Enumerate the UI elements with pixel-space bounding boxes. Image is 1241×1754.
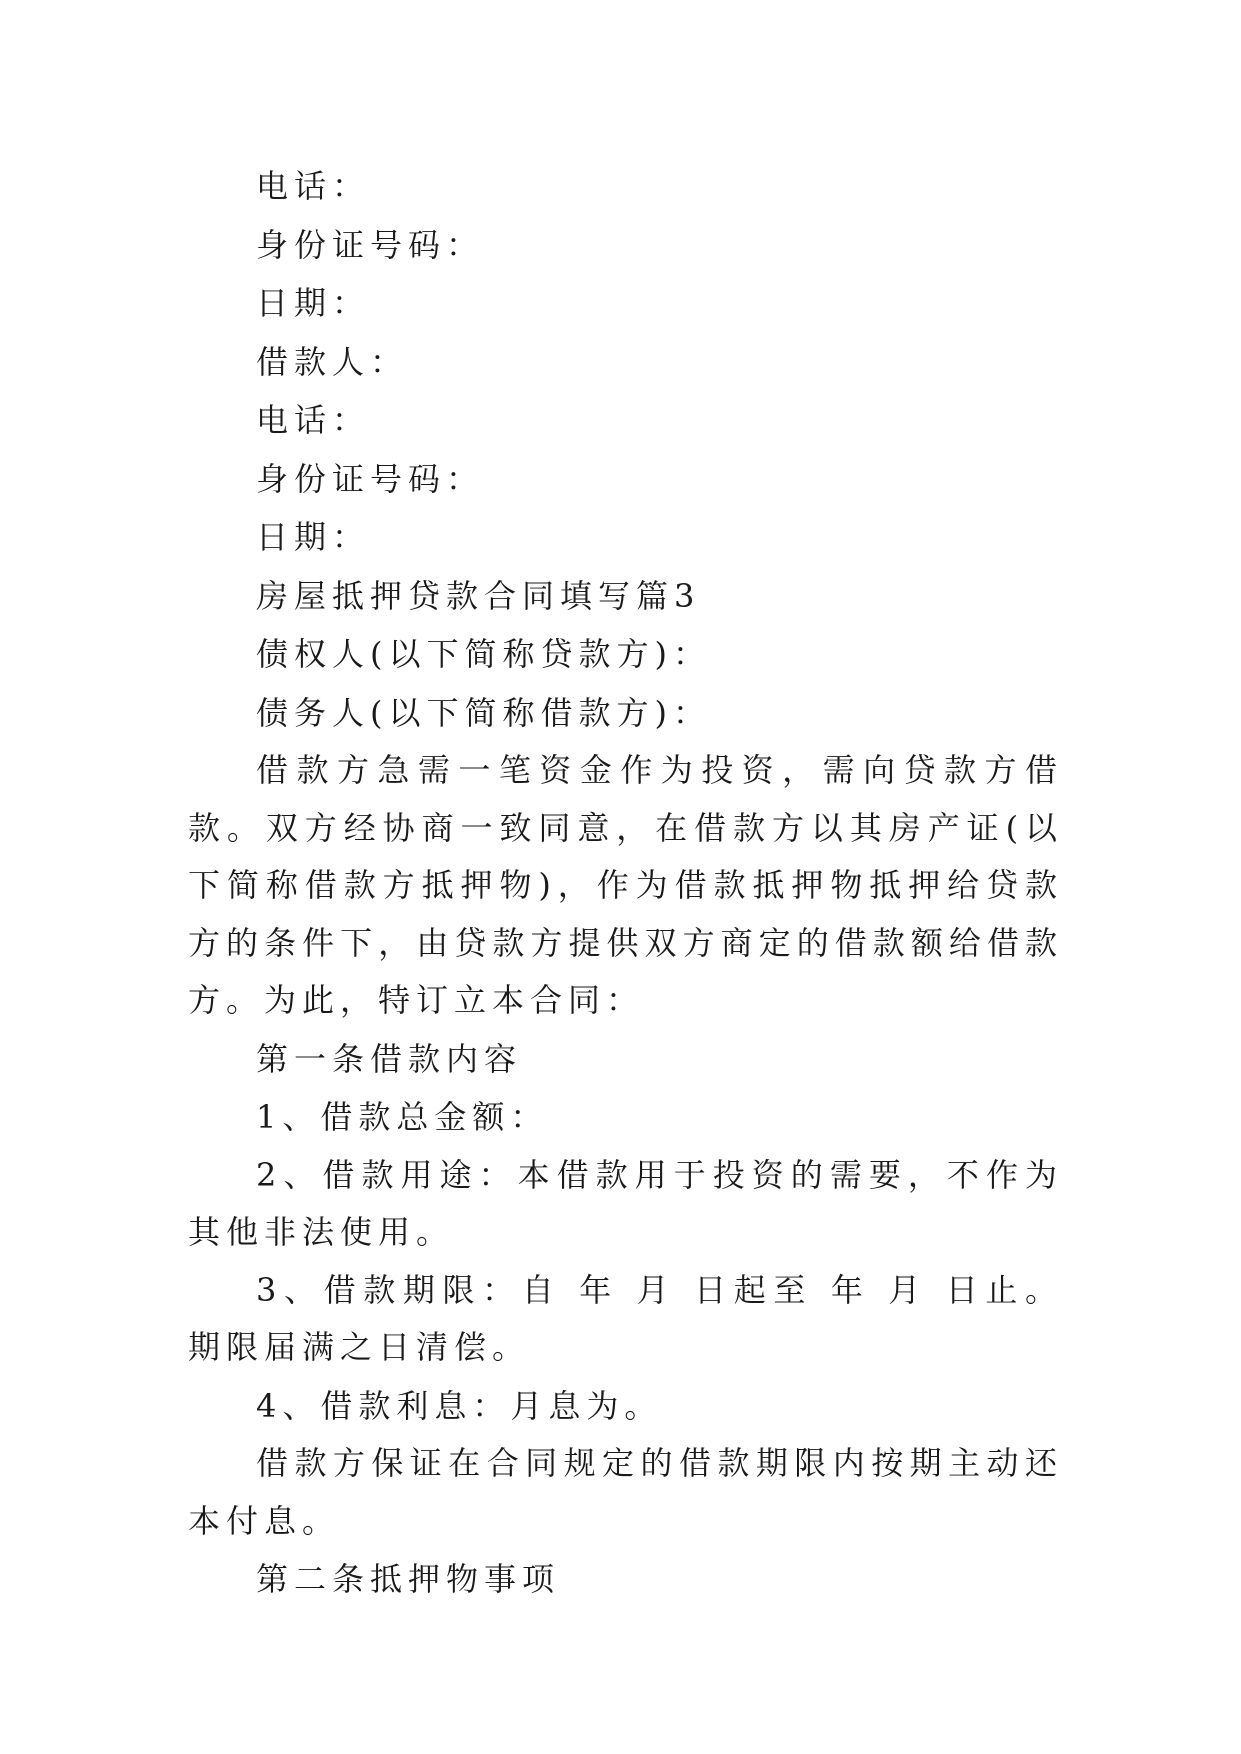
borrower-label: 借款人： xyxy=(256,342,409,381)
document-body xyxy=(188,157,1063,1609)
loan-interest-item: 4、借款利息：月息为。 xyxy=(256,1386,663,1425)
borrower-phone-label: 电话： xyxy=(256,401,371,439)
repayment-guarantee: 借款方保证在合同规定的借款期限内按期主动还本付息。 xyxy=(188,1444,1063,1540)
article-2-title: 第二条抵押物事项 xyxy=(256,1560,561,1598)
lender-id-number-label: 身份证号码： xyxy=(256,225,485,264)
article-1-title: 第一条借款内容 xyxy=(256,1039,523,1078)
intro-paragraph: 借款方急需一笔资金作为投资，需向贷款方借款。双方经协商一致同意，在借款方以其房产证(以下简称借款方抵押物)，作为借款抵押物抵押给贷款方的条件下，由贷款方提供双方商定的借款额给借款方。为此，特订立本合同： xyxy=(188,751,1063,1019)
loan-term-item: 3、借款期限：自 年 月 日起至 年 月 日止。期限届满之日清偿。 xyxy=(188,1270,1063,1366)
borrower-id-number-label: 身份证号码： xyxy=(256,459,485,498)
creditor-label: 债权人(以下简称贷款方)： xyxy=(256,635,711,673)
loan-purpose-item: 2、借款用途：本借款用于投资的需要，不作为其他非法使用。 xyxy=(188,1155,1063,1251)
lender-date-label: 日期： xyxy=(256,284,371,322)
borrower-date-label: 日期： xyxy=(256,518,371,556)
loan-amount-item: 1、借款总金额： xyxy=(256,1098,549,1136)
section-title: 房屋抵押贷款合同填写篇3 xyxy=(256,576,701,615)
lender-phone-label: 电话： xyxy=(256,167,371,205)
debtor-label: 债务人(以下简称借款方)： xyxy=(256,693,711,732)
